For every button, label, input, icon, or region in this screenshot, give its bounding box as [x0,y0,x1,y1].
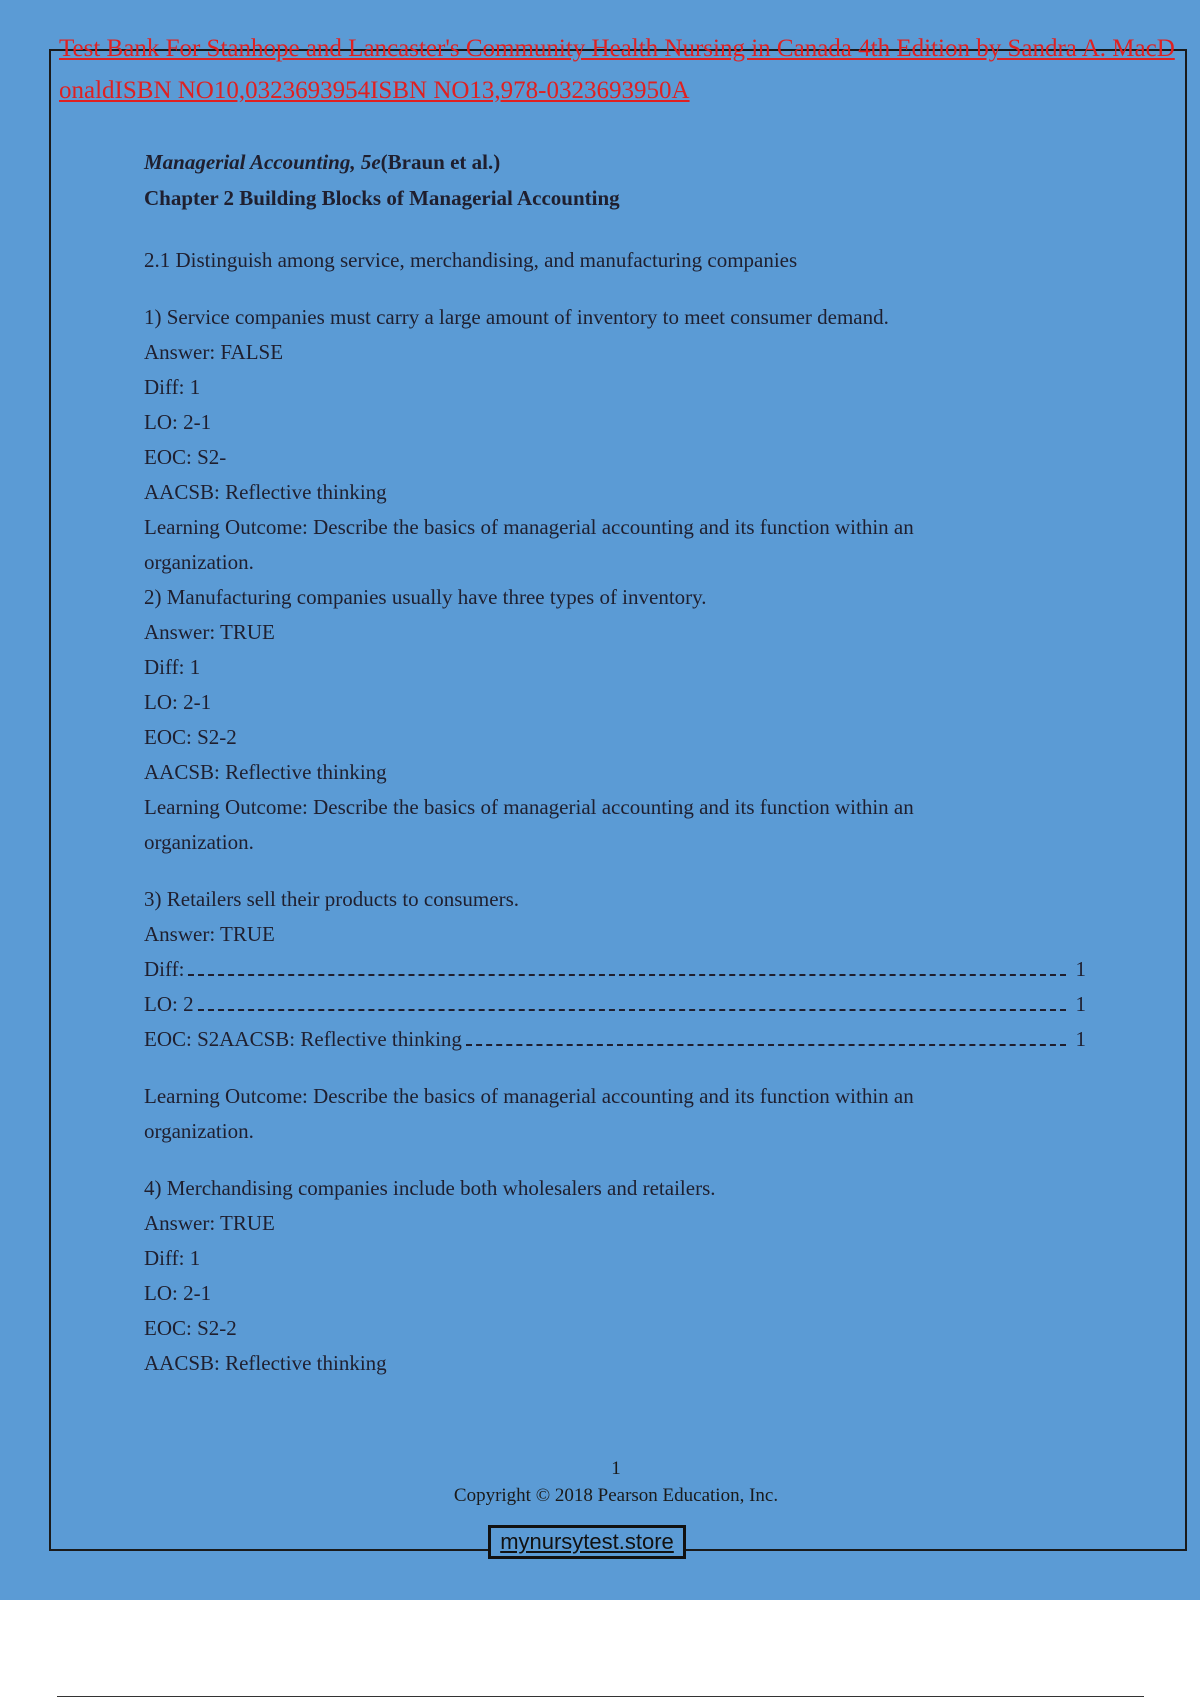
section-heading: 2.1 Distinguish among service, merchandising, and manufacturing companies [144,248,798,272]
question-block [144,300,1084,580]
chapter-heading: Chapter 2 Building Blocks of Managerial Accounting [144,186,620,210]
learning-outcome: Learning Outcome: Describe the basics of managerial accounting and its function within an organization. [144,795,914,854]
learning-objective: LO: 2-1 [144,410,212,434]
question-text: 3) Retailers sell their products to consumers. [144,887,519,911]
toc-label: Diff: [144,957,185,981]
difficulty: Diff: 1 [144,375,201,399]
header-title-link[interactable]: Test Bank For Stanhope and Lancaster's Community Health Nursing in Canada 4th Edition by Sandra A. MacDonaldISBN NO10,0323693954ISBN NO13,978-0323693950A [59,35,1175,104]
book-title [144,144,1084,180]
question-text: 2) Manufacturing companies usually have three types of inventory. [144,585,707,609]
toc-label: LO: 2 [144,992,194,1016]
question-block [144,580,1084,860]
learning-objective: LO: 2-1 [144,1281,212,1305]
bottom-divider [57,1696,1144,1697]
eoc: EOC: S2- [144,445,227,469]
learning-objective: LO: 2-1 [144,690,212,714]
question-block [144,1171,1084,1381]
learning-outcome: Learning Outcome: Describe the basics of managerial accounting and its function within an organization. [144,515,914,574]
eoc: EOC: S2-2 [144,1316,237,1340]
answer: Answer: TRUE [144,922,275,946]
answer: Answer: TRUE [144,1211,275,1235]
dot-leader [466,1044,1066,1046]
toc-number: 1 [1075,1027,1086,1051]
learning-outcome: Learning Outcome: Describe the basics of managerial accounting and its function within an organization. [144,1084,914,1143]
toc-line-eoc [144,1022,1086,1057]
dot-leader [198,1009,1066,1011]
question-text: 4) Merchandising companies include both wholesalers and retailers. [144,1176,716,1200]
toc-line-lo [144,987,1086,1022]
toc-line-diff [144,952,1086,987]
answer: Answer: TRUE [144,620,275,644]
question-block [144,882,1084,1149]
toc-number: 1 [1075,992,1086,1016]
copyright-notice: Copyright © 2018 Pearson Education, Inc. [453,1485,779,1506]
toc-label: EOC: S2AACSB: Reflective thinking [144,1027,462,1051]
aacsb: AACSB: Reflective thinking [144,1351,387,1375]
page-number: 1 [611,1458,621,1479]
book-title-italic: Managerial Accounting, 5e [144,150,381,174]
difficulty: Diff: 1 [144,655,201,679]
difficulty: Diff: 1 [144,1246,201,1270]
dot-leader [188,974,1065,976]
document-body [144,144,1084,1381]
answer: Answer: FALSE [144,340,284,364]
aacsb: AACSB: Reflective thinking [144,760,387,784]
aacsb: AACSB: Reflective thinking [144,480,387,504]
question-text: 1) Service companies must carry a large amount of inventory to meet consumer demand. [144,305,889,329]
eoc: EOC: S2-2 [144,725,237,749]
site-watermark-link[interactable]: mynursytest.store [488,1525,686,1559]
book-authors: (Braun et al.) [380,150,501,174]
toc-number: 1 [1075,957,1086,981]
